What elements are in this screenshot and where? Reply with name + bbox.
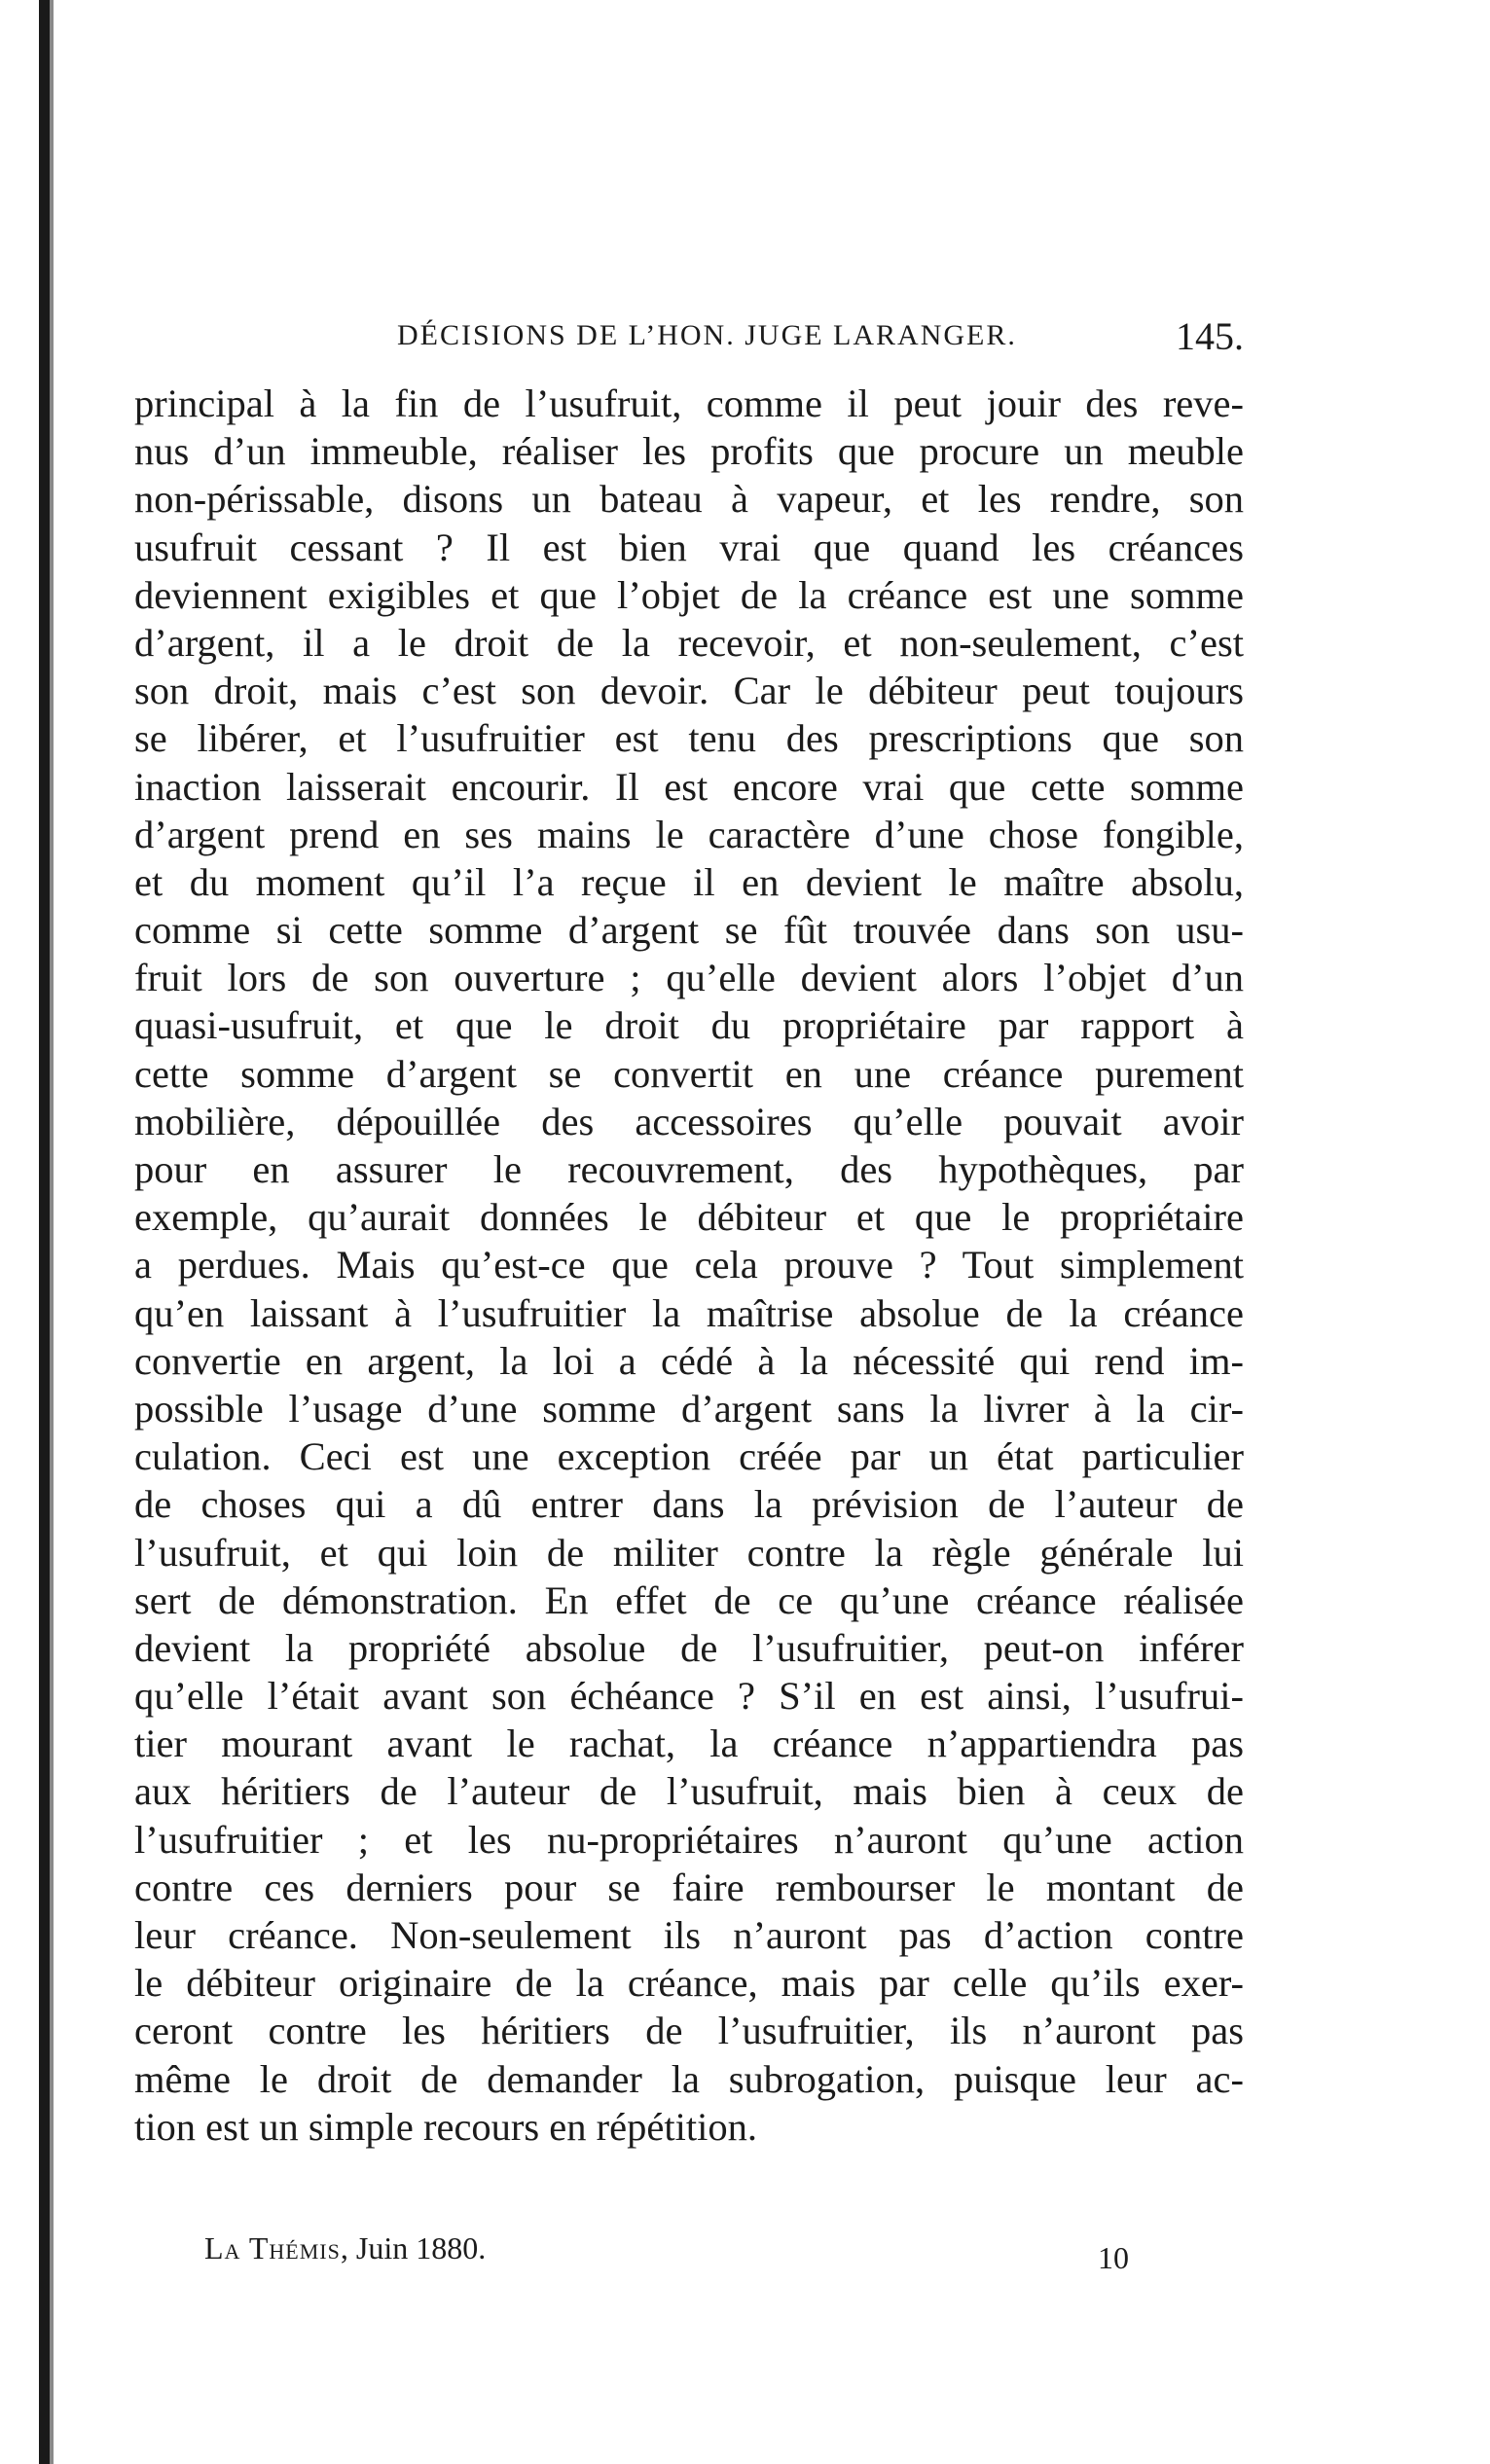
text-line: culation. Ceci est une exception créée par un état particulier: [134, 1434, 1244, 1479]
running-head: [134, 313, 1244, 362]
text-line: de choses qui a dû entrer dans la prévision de l’auteur de: [134, 1482, 1244, 1527]
text-line: fruit lors de son ouverture ; qu’elle devient alors l’objet d’un: [134, 956, 1244, 1000]
page-number: 145.: [1176, 314, 1244, 358]
text-line: nus d’un immeuble, réaliser les profits que procure un meuble: [134, 429, 1244, 474]
text-line: pour en assurer le recouvrement, des hypothèques, par: [134, 1147, 1244, 1191]
text-line: l’usufruit, et qui loin de militer contre la règle générale lui: [134, 1530, 1244, 1575]
text-line: qu’en laissant à l’usufruitier la maîtrise absolue de la créance: [134, 1290, 1244, 1335]
text-line: même le droit de demander la subrogation, puisque leur ac-: [134, 2056, 1244, 2101]
text-line: principal à la fin de l’usufruit, comme il peut jouir des reve-: [134, 381, 1244, 425]
text-line: deviennent exigibles et que l’objet de la créance est une somme: [134, 572, 1244, 617]
text-line: cette somme d’argent se convertit en une créance purement: [134, 1051, 1244, 1096]
text-line: sert de démonstration. En effet de ce qu’une créance réalisée: [134, 1577, 1244, 1622]
text-line: l’usufruitier ; et les nu-propriétaires n’auront qu’une action: [134, 1817, 1244, 1862]
text-line: convertie en argent, la loi a cédé à la nécessité qui rend im-: [134, 1338, 1244, 1383]
text-line: ceront contre les héritiers de l’usufruitier, ils n’auront pas: [134, 2009, 1244, 2053]
journal-citation: [204, 2230, 486, 2266]
text-line: d’argent prend en ses mains le caractère d’une chose fongible,: [134, 812, 1244, 856]
text-line: tier mourant avant le rachat, la créance n’appartiendra pas: [134, 1721, 1244, 1766]
running-title: DÉCISIONS DE L’HON. JUGE LARANGER.: [397, 319, 1017, 351]
text-line: son droit, mais c’est son devoir. Car le débiteur peut toujours: [134, 669, 1244, 713]
text-line: et du moment qu’il l’a reçue il en devient le maître absolu,: [134, 859, 1244, 904]
text-line: qu’elle l’était avant son échéance ? S’il en est ainsi, l’usufrui-: [134, 1674, 1244, 1719]
page-footer: [204, 2230, 1129, 2279]
text-line: d’argent, il a le droit de la recevoir, et non-seulement, c’est: [134, 620, 1244, 665]
book-spine-gutter: [50, 0, 54, 2464]
text-line: possible l’usage d’une somme d’argent sans la livrer à la cir-: [134, 1386, 1244, 1431]
text-line: contre ces derniers pour se faire rembourser le montant de: [134, 1865, 1244, 1909]
text-line: usufruit cessant ? Il est bien vrai que quand les créances: [134, 525, 1244, 569]
book-spine-shadow: [39, 0, 50, 2464]
text-line: devient la propriété absolue de l’usufruitier, peut-on inférer: [134, 1625, 1244, 1670]
text-line: leur créance. Non-seulement ils n’auront pas d’action contre: [134, 1913, 1244, 1957]
journal-date: , Juin 1880.: [340, 2230, 487, 2265]
body-text: [134, 380, 1244, 2151]
text-line: se libérer, et l’usufruitier est tenu des prescriptions que son: [134, 716, 1244, 761]
text-line: mobilière, dépouillée des accessoires qu’elle pouvait avoir: [134, 1099, 1244, 1143]
text-line: inaction laisserait encourir. Il est encore vrai que cette somme: [134, 764, 1244, 809]
journal-name: La Thémis: [204, 2230, 341, 2265]
text-line: aux héritiers de l’auteur de l’usufruit, mais bien à ceux de: [134, 1769, 1244, 1814]
text-line: quasi-usufruit, et que le droit du propriétaire par rapport à: [134, 1003, 1244, 1048]
text-line: comme si cette somme d’argent se fût trouvée dans son usu-: [134, 908, 1244, 953]
text-line: non-périssable, disons un bateau à vapeur, et les rendre, son: [134, 477, 1244, 522]
text-line-last: tion est un simple recours en répétition.: [134, 2104, 757, 2149]
text-line: a perdues. Mais qu’est-ce que cela prouve ? Tout simplement: [134, 1243, 1244, 1287]
signature-mark: 10: [1098, 2240, 1129, 2275]
text-line: exemple, qu’aurait données le débiteur et que le propriétaire: [134, 1195, 1244, 1240]
text-line: le débiteur originaire de la créance, mais par celle qu’ils exer-: [134, 1961, 1244, 2006]
